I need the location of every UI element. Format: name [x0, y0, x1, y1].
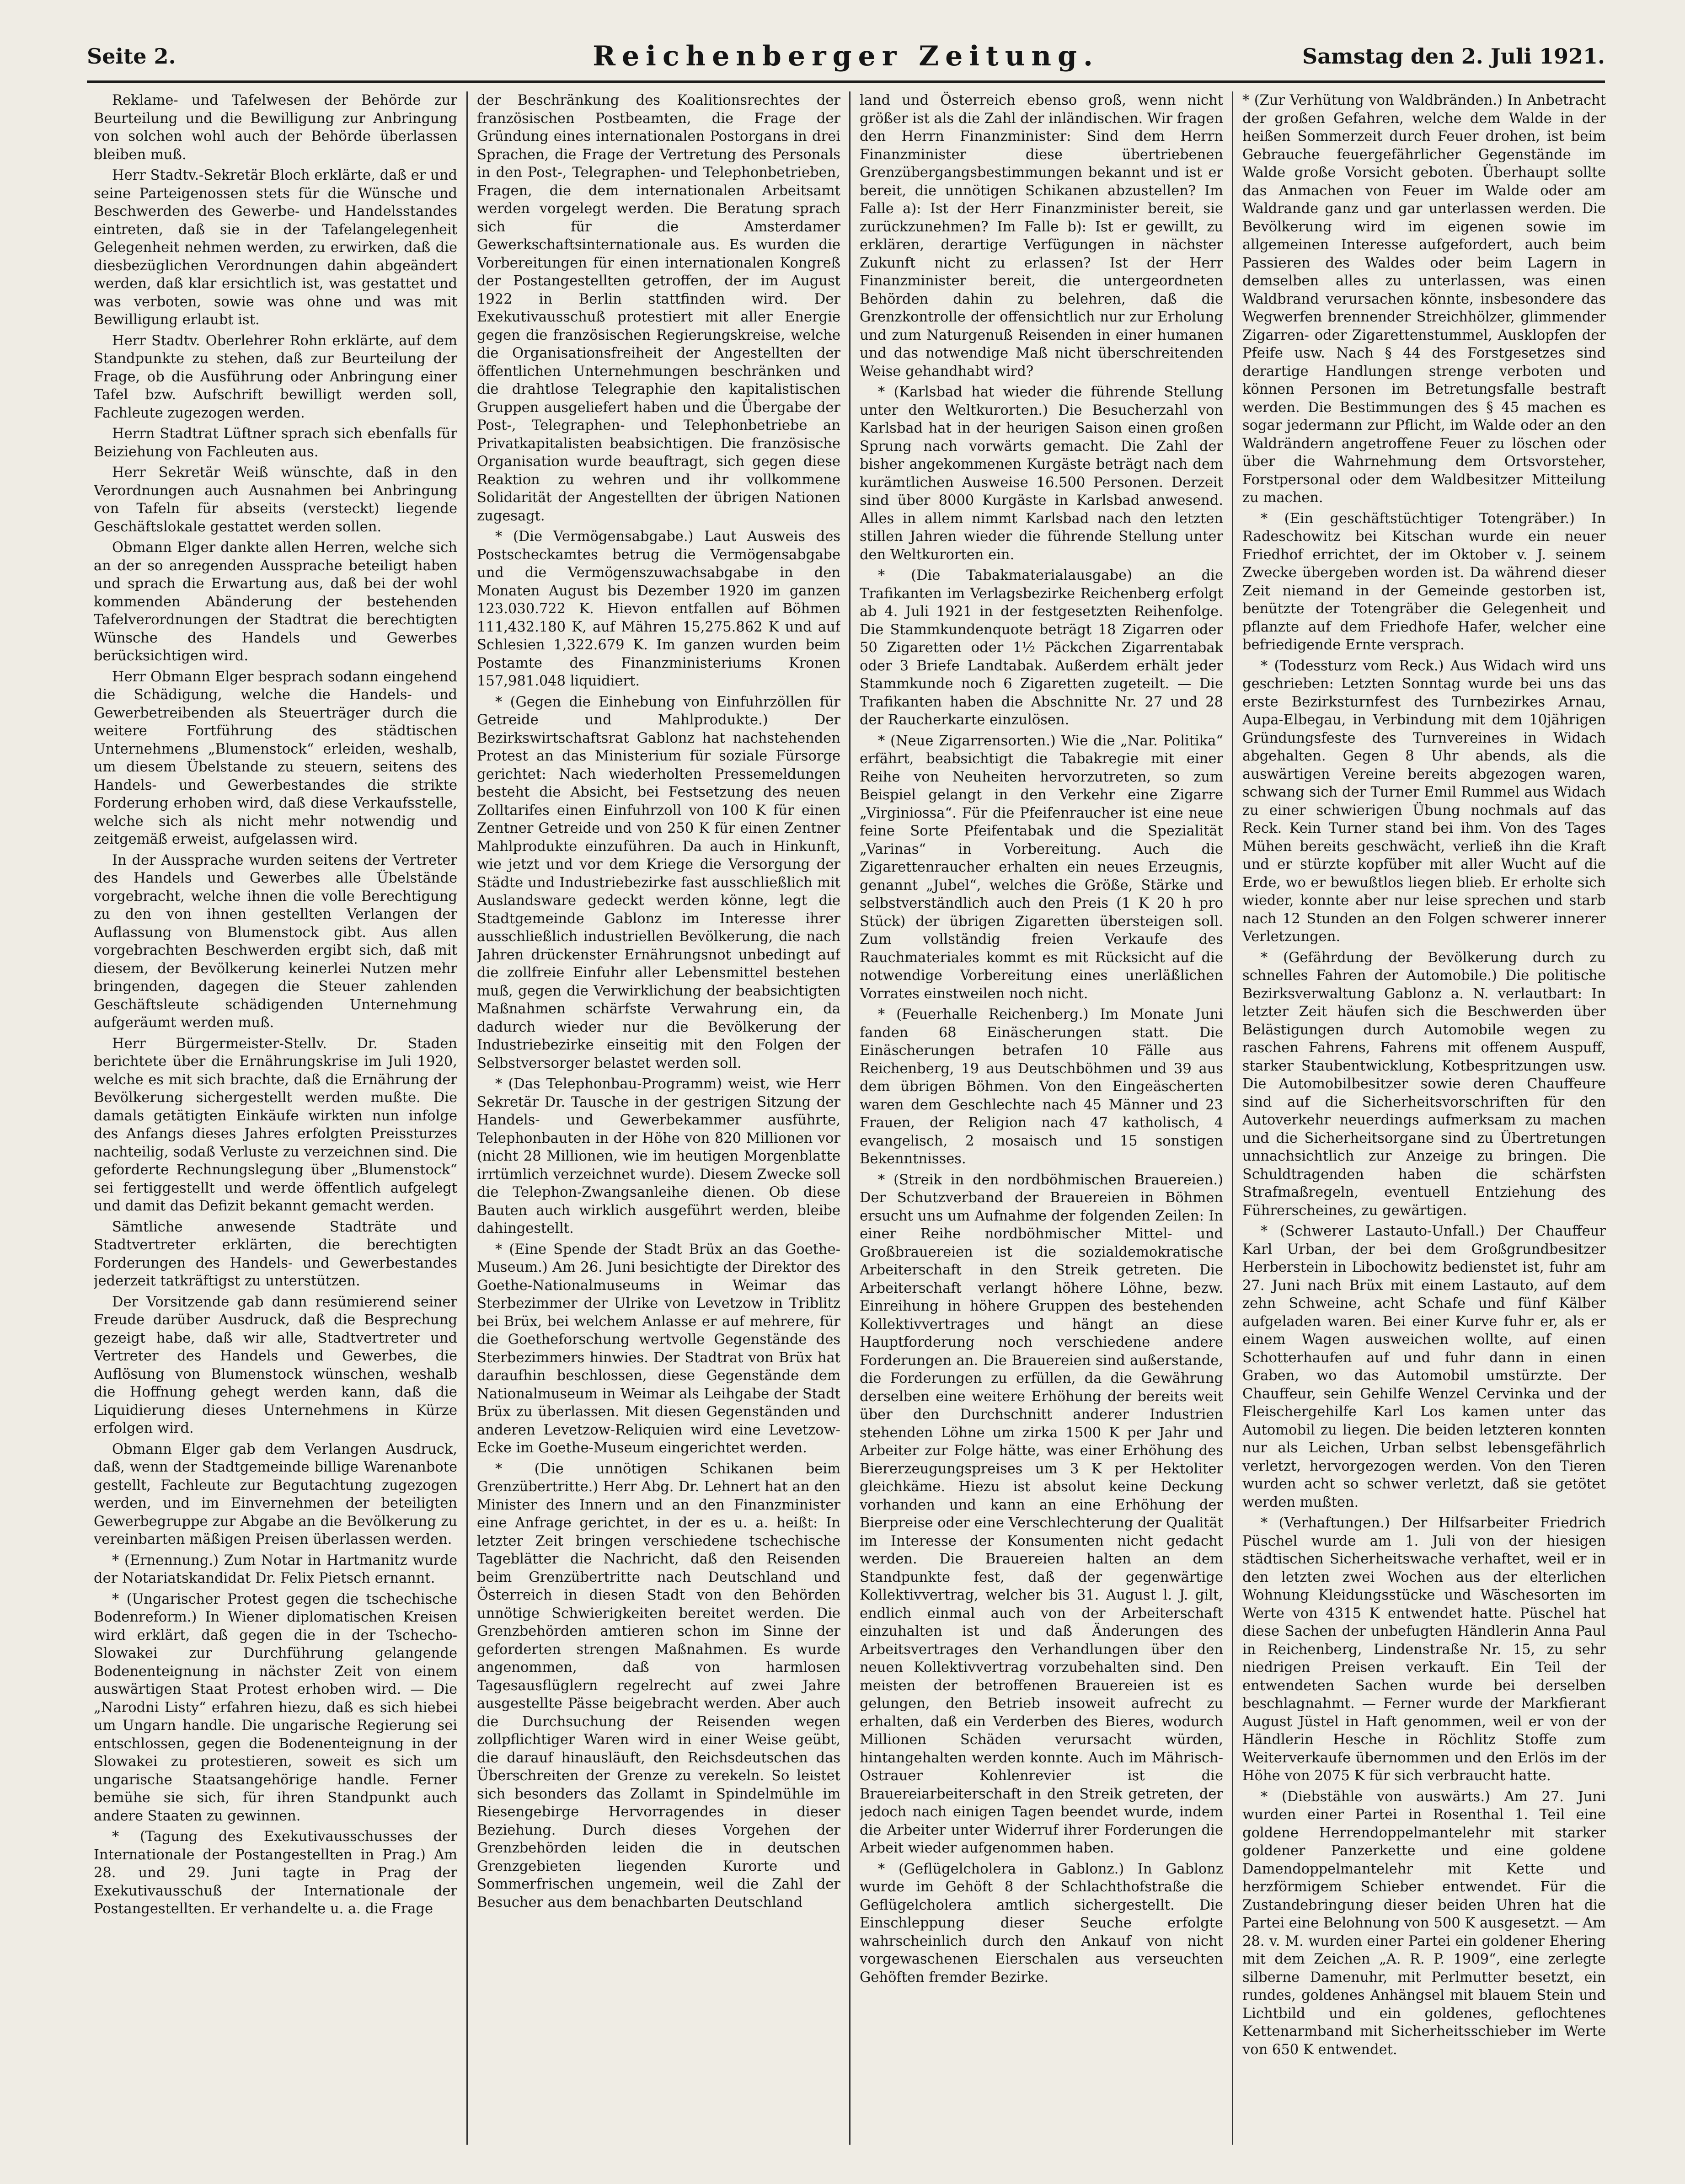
article-paragraph: Herrn Stadtrat Lüftner sprach sich ebenfalls für Beiziehung von Fachleuten aus. — [94, 426, 457, 460]
article-paragraph: * (Die Vermögensabgabe.) Laut Ausweis des Postscheckamtes betrug die Vermögensabgabe und die Vermögenszuwachsabgabe in den Monaten August bis Dezember 1920 im ganzen 123.030.722 K. Hievon entfallen auf Böhmen 111,432.180 K, auf Mähren 15,275.862 K und auf Schlesien 1,322.679 K. Im ganzen wurden beim Postamte des Finanzministeriums Kronen 157,981.048 liquidiert. — [477, 529, 840, 689]
article-paragraph: * (Das Telephonbau-Programm) weist, wie Herr Sekretär Dr. Tausche in der gestrigen Sitzung der Handels- und Gewerbekammer ausführte, Telephonbauten in der Höhe von 820 Millionen vor (nicht 28 Millionen, wie im heutigen Morgenblatte irrtümlich verzeichnet wurde). Diesem Zwecke soll die Telephon-Zwangsanleihe dienen. Ob diese Bauten auch wirklich ausgeführt werden, bleibe dahingestellt. — [477, 1076, 840, 1237]
newspaper-title: Reichenberger Zeitung. — [593, 40, 1099, 72]
article-paragraph: der Beschränkung des Koalitionsrechtes der französischen Postbeamten, die Frage der Gründung eines internationalen Postorgans in drei Sprachen, die Frage der Vertretung des Personals in den Post-, Telegraphen- und Telephonbetrieben, Fragen, die dem internationalen Arbeitsamt werden vorgelegt werden. Die Beratung sprach sich für die Amsterdamer Gewerkschaftsinternationale aus. Es wurden die Vorbereitungen für einen internationalen Kongreß der Postangestellten getroffen, der im August 1922 in Berlin stattfinden wird. Der Exekutivausschuß protestiert mit aller Energie gegen die französischen Regierungskreise, welche die Organisationsfreiheit der Angestellten der öffentlichen Unternehmungen beschränken und die drahtlose Telegraphie den kapitalistischen Gruppen ausgeliefert haben und die Übergabe der Post-, Telegraphen- und Telephonbetriebe an Privatkapitalisten beabsichtigen. Die französische Organisation wurde beauftragt, sich gegen diese Reaktion zu wehren und ihr vollkommene Solidarität der Angestellten der übrigen Nationen zugesagt. — [477, 92, 840, 524]
column-divider — [1232, 91, 1233, 2145]
column-divider — [466, 91, 468, 2145]
column-2 — [477, 91, 840, 2145]
article-paragraph: Reklame- und Tafelwesen der Behörde zur Beurteilung und die Bewilligung zur Anbringung von solchen wohl auch der Behörde überlassen bleiben muß. — [94, 92, 457, 163]
article-paragraph: * (Gefährdung der Bevölkerung durch zu schnelles Fahren der Automobile.) Die politische Bezirksverwaltung Gablonz a. N. verlautbart: In letzter Zeit häufen sich die Beschwerden über Belästigungen durch Automobile wegen zu raschen Fahrens, Fahrens mit offenem Auspuff, starker Staubentwicklung, Kotbespritzungen usw. Die Automobilbesitzer sowie deren Chauffeure sind auf die Sicherheitsvorschriften für den Autoverkehr neuerdings aufmerksam zu machen und die Sicherheitsorgane sind zu Übertretungen unnachsichtlich zur Anzeige zu bringen. Die Schuldtragenden haben die schärfsten Strafmaßregeln, eventuell Entziehung des Führerscheines, zu gewärtigen. — [1242, 949, 1606, 1219]
article-paragraph: * (Geflügelcholera in Gablonz.) In Gablonz wurde im Gehöft 8 der Schlachthofstraße die Geflügelcholera amtlich sichergestellt. Die Einschleppung dieser Seuche erfolgte wahrscheinlich durch den Ankauf von nicht vorgewaschenen Eierschalen aus verseuchten Gehöften fremder Bezirke. — [860, 1861, 1223, 1986]
article-paragraph: * (Ungarischer Protest gegen die tschechische Bodenreform.) In Wiener diplomatischen Kreisen wird erklärt, daß gegen die in der Tschecho-Slowakei zur Durchführung gelangende Bodenenteignung in nächster Zeit von einem auswärtigen Staat Protest erhoben wird. — Die „Narodni Listy“ erfahren hiezu, daß es sich hiebei um Ungarn handle. Die ungarische Regierung sei entschlossen, gegen die Bodenenteignung in der Slowakei zu protestieren, soweit es sich um ungarische Staatsangehörige handle. Ferner bemühe sie sich, für ihren Standpunkt auch andere Staaten zu gewinnen. — [94, 1591, 457, 1824]
article-paragraph: Sämtliche anwesende Stadträte und Stadtvertreter erklärten, die berechtigten Forderungen des Handels- und Gewerbestandes jederzeit tatkräftigst zu unterstützen. — [94, 1219, 457, 1289]
article-paragraph: * (Neue Zigarrensorten.) Wie die „Nar. Politika“ erfährt, beabsichtigt die Tabakregie mit einer Reihe von Neuheiten hervorzutreten, so zum Beispiel gelangt in den Verkehr eine Zigarre „Virginiossa“. Für die Pfeifenraucher ist eine neue feine Sorte Pfeifentabak und die Spezialität „Varinas“ in Vorbereitung. Auch die Zigarettenraucher erhalten ein neues Erzeugnis, genannt „Jubel“, welches die Größe, Stärke und selbstverständlich auch den Preis (1 K 20 h pro Stück) der übrigen Zigaretten übersteigen soll. Zum vollständig freien Verkaufe des Rauchmateriales kommt es mit Rücksicht auf die notwendige Vorbereitung eines unerläßlichen Vorrates einstweilen noch nicht. — [860, 733, 1223, 1002]
article-paragraph: * (Ernennung.) Zum Notar in Hartmanitz wurde der Notariatskandidat Dr. Felix Pietsch ernannt. — [94, 1552, 457, 1586]
article-paragraph: Herr Bürgermeister-Stellv. Dr. Staden berichtete über die Ernährungskrise im Juli 1920, welche es mit sich brachte, daß die Ernährung der Bevölkerung sichergestellt werden mußte. Die damals getätigten Einkäufe wirkten nun infolge des Anfangs dieses Jahres erfolgten Preissturzes nachteilig, sodaß Verluste zu verzeichnen sind. Die geforderte Rechnungslegung über „Blumenstock“ sei fertiggestellt und werde öffentlich aufgelegt und damit das Defizit bekannt gemacht werden. — [94, 1035, 457, 1214]
header-rule — [87, 80, 1605, 83]
article-paragraph: Herr Stadtv.-Sekretär Bloch erklärte, daß er und seine Parteigenossen stets für die Wünsche und Beschwerden des Gewerbe- und Handelsstandes eintreten, daß sie in der Tafelangelegenheit Gelegenheit nehmen werden, zu erwirken, daß die diesbezüglichen Verordnungen dahin abgeändert werden, daß klar ersichtlich ist, was gestattet und was verboten, sowie was ohne und was mit Bewilligung erlaubt ist. — [94, 167, 457, 328]
article-paragraph: In der Aussprache wurden seitens der Vertreter des Handels und Gewerbes alle Übelstände vorgebracht, welche ihnen die volle Berechtigung zu den von ihnen gestellten Verlangen der Auflassung von Blumenstock gibt. Aus allen vorgebrachten Beschwerden ergibt sich, daß mit diesem, der Bevölkerung keinerlei Nutzen mehr bringenden, dagegen die Steuer zahlenden Geschäftsleute schädigenden Unternehmung aufgeräumt werden muß. — [94, 852, 457, 1031]
article-paragraph: * (Schwerer Lastauto-Unfall.) Der Chauffeur Karl Urban, der bei dem Großgrundbesitzer Herberstein in Libochowitz bedienstet ist, fuhr am 27. Juni nach Brüx mit einem Lastauto, auf dem zehn Schweine, acht Schafe und fünf Kälber aufgeladen waren. Bei einer Kurve fuhr er, als er einem Wagen ausweichen wollte, auf einen Schotterhaufen auf und fuhr dann in einen Graben, wo das Automobil umstürzte. Der Chauffeur, sein Gehilfe Wenzel Cervinka und der Fleischergehilfe Karl Los kamen unter das Automobil zu liegen. Die beiden letzteren konnten nur als Leichen, Urban selbst lebensgefährlich verletzt, hervorgezogen werden. Von den Tieren wurden acht so schwer verletzt, daß sie getötet werden mußten. — [1242, 1223, 1606, 1510]
article-paragraph: * (Feuerhalle Reichenberg.) Im Monate Juni fanden 68 Einäscherungen statt. Die Einäscherungen betrafen 10 Fälle aus Reichenberg, 19 aus Deutschböhmen und 39 aus dem übrigen Böhmen. Von den Eingeäscherten waren dem Geschlechte nach 45 Männer und 23 Frauen, der Religion nach 47 katholisch, 4 evangelisch, 2 mosaisch und 15 sonstigen Bekenntnisses. — [860, 1006, 1223, 1167]
column-3 — [860, 91, 1223, 2145]
article-paragraph: * (Verhaftungen.) Der Hilfsarbeiter Friedrich Püschel wurde am 1. Juli von der hiesigen städtischen Sicherheitswache verhaftet, weil er in den letzten zwei Wochen aus der elterlichen Wohnung Kleidungsstücke und Wäschesorten im Werte von 4315 K entwendet hatte. Püschel hat diese Sachen der unbefugten Händlerin Anna Paul in Reichenberg, Lindenstraße Nr. 15, zu sehr niedrigen Preisen verkauft. Ein Teil der entwendeten Sachen wurde bei derselben beschlagnahmt. — Ferner wurde der Markfierant August Jüstel in Haft genommen, weil er von der Händlerin Hesche in Röchlitz Stoffe zum Weiterverkaufe übernommen und den Erlös im der Höhe von 2075 K für sich verbraucht hatte. — [1242, 1515, 1606, 1784]
page-number: Seite 2. — [87, 44, 176, 69]
article-paragraph: * (Die Tabakmaterialausgabe) an die Trafikanten im Verlagsbezirke Reichenberg erfolgt ab 4. Juli 1921 in der festgesetzten Reihenfolge. Die Stammkundenquote beträgt 18 Zigarren oder 50 Zigaretten oder 1½ Päckchen Zigarrentabak oder 3 Briefe Landtabak. Außerdem erhält jeder Stammkunde noch 6 Zigaretten zugeteilt. — Die Trafikanten haben die Abschnitte Nr. 27 und 28 der Raucherkarte einzulösen. — [860, 567, 1223, 728]
article-paragraph: * (Ein geschäftstüchtiger Totengräber.) In Radeschowitz bei Kitschan wurde ein neuer Friedhof errichtet, der im Oktober v. J. seinem Zwecke übergeben worden ist. Da während dieser Zeit niemand in der Gemeinde gestorben ist, benützte der Totengräber die Gelegenheit und pflanzte auf dem Friedhofe Hafer, welcher eine befriedigende Ernte versprach. — [1242, 510, 1606, 653]
column-divider — [849, 91, 851, 2145]
article-paragraph: * (Eine Spende der Stadt Brüx an das Goethe-Museum.) Am 26. Juni besichtigte der Direktor des Goethe-Nationalmuseums in Weimar das Sterbezimmer der Ulrike von Levetzow in Triblitz bei Brüx, bei welchem Anlasse er auf mehrere, für die Goetheforschung wertvolle Gegenstände des Sterbezimmers hinwies. Der Stadtrat von Brüx hat daraufhin beschlossen, diese Gegenstände dem Nationalmuseum in Weimar als Leihgabe der Stadt Brüx zu überlassen. Mit diesen Gegenständen und anderen Levetzow-Reliquien wird eine Levetzow-Ecke im Goethe-Museum eingerichtet werden. — [477, 1241, 840, 1456]
page-header — [87, 40, 1605, 77]
article-paragraph: * (Die unnötigen Schikanen beim Grenzübertritte.) Herr Abg. Dr. Lehnert hat an den Minister des Innern und an den Finanzminister eine Anfrage gerichtet, in der es u. a. heißt: In letzter Zeit bringen verschiedene tschechische Tageblätter die Nachricht, daß den Reisenden beim Grenzübertritte nach Deutschland und Österreich in diesen Stadt von den Behörden unnötige Schwierigkeiten bereitet werden. Die Grenzbehörden amtieren schon im Sinne der geforderten strengen Maßnahmen. Es wurde angenommen, daß von harmlosen Tagesausflüglern regelrecht auf zwei Jahre ausgestellte Pässe beigebracht werden. Aber auch die Durchsuchung der Reisenden wegen zollpflichtiger Waren wird in einer Weise geübt, die darauf hinausläuft, den Reichsdeutschen das Überschreiten der Grenze zu verekeln. So leistet sich besonders das Zollamt in Spindelmühle im Riesengebirge Hervorragendes in dieser Beziehung. Durch dieses Vorgehen der Grenzbehörden leiden die in deutschen Grenzgebieten liegenden Kurorte und Sommerfrischen ungemein, weil die Zahl der Besucher aus dem benachbarten Deutschland — [477, 1461, 840, 1911]
article-paragraph: Herr Sekretär Weiß wünschte, daß in den Verordnungen auch Ausnahmen bei Anbringung von Tafeln für abseits (versteckt) liegende Geschäftslokale gestattet werden sollen. — [94, 465, 457, 535]
article-paragraph: * (Streik in den nordböhmischen Brauereien.) Der Schutzverband der Brauereien in Böhmen ersucht uns um Aufnahme der folgenden Zeilen: In einer Reihe nordböhmischer Mittel- und Großbrauereien ist die sozialdemokratische Arbeiterschaft in den Streik getreten. Die Arbeiterschaft verlangt höhere Löhne, bezw. Einreihung in höhere Gruppen des bestehenden Kollektivvertrages und hängt an diese Hauptforderung noch verschiedene andere Forderungen an. Die Brauereien sind außerstande, die Forderungen zu erfüllen, da die Gewährung derselben eine weitere Erhöhung der bereits weit über den Durchschnitt anderer Industrien stehenden Löhne um zirka 1500 K per Jahr und Arbeiter zur Folge hätte, was einer Erhöhung des Biererzeugungspreises um 3 K per Hektoliter gleichkäme. Hiezu ist absolut keine Deckung vorhanden und kann an eine Erhöhung der Bierpreise oder eine Verschlechterung der Qualität im Interesse der Konsumenten nicht gedacht werden. Die Brauereien halten an dem Standpunkte fest, daß der gegenwärtige Kollektivvertrag, welcher bis 31. August l. J. gilt, endlich einmal auch von der Arbeiterschaft einzuhalten ist und daß Änderungen des Arbeitsvertrages den Verhandlungen über den neuen Kollektivvertrag vorzubehalten sind. Den meisten der betroffenen Brauereien ist es gelungen, den Betrieb insoweit aufrecht zu erhalten, daß ein Verderben des Bieres, wodurch Millionen Schäden verursacht würden, hintangehalten werden konnte. Auch im Mährisch-Ostrauer Kohlenrevier ist die Brauereiarbeiterschaft in den Streik getreten, der jedoch nach einigen Tagen beendet wurde, indem die Arbeiter unter Widerruf ihrer Forderungen die Arbeit wieder aufgenommen haben. — [860, 1172, 1223, 1856]
article-paragraph: Herr Obmann Elger besprach sodann eingehend die Schädigung, welche die Handels- und Gewerbetreibenden als Steuerträger durch die weitere Fortführung des städtischen Unternehmens „Blumenstock“ erleiden, weshalb, um diesem Übelstande zu steuern, seitens des Handels- und Gewerbestandes die strikte Forderung erhoben wird, daß diese Verkaufsstelle, welche sich als nicht mehr notwendig und zeitgemäß erweist, aufgelassen wird. — [94, 669, 457, 847]
article-paragraph: land und Österreich ebenso groß, wenn nicht größer ist als die Zahl der inländischen. Wir fragen den Herrn Finanzminister: Sind dem Herrn Finanzminister diese übertriebenen Grenzübergangsbestimmungen bekannt und ist er bereit, die unnötigen Schikanen abzustellen? Im Falle a): Ist der Herr Finanzminister bereit, sie zurückzunehmen? Im Falle b): Ist er gewillt, zu erklären, derartige Verfügungen in nächster Zukunft nicht zu erlassen? Ist der Herr Finanzminister bereit, die untergeordneten Behörden dahin zu belehren, daß die Grenzkontrolle der offensichtlich nur zur Erholung und zum Naturgenuß Reisenden in einer humanen und das notwendige Maß nicht überschreitenden Weise gehandhabt wird? — [860, 92, 1223, 380]
article-paragraph: Herr Stadtv. Oberlehrer Rohn erklärte, auf dem Standpunkte zu stehen, daß zur Beurteilung der Frage, ob die Ausführung oder Anbringung einer Tafel bzw. Aufschrift bewilligt werden soll, Fachleute zugezogen werden. — [94, 332, 457, 421]
article-paragraph: * (Gegen die Einhebung von Einfuhrzöllen für Getreide und Mahlprodukte.) Der Bezirkswirtschaftsrat Gablonz hat nachstehenden Protest an das Ministerium für soziale Fürsorge gerichtet: Nach wiederholten Pressemeldungen besteht die Absicht, bei Festsetzung des neuen Zolltarifes einen Einfuhrzoll von 100 K für einen Zentner Getreide und von 250 K für einen Zentner Mahlprodukte einzuführen. Da auch in Hinkunft, wie jetzt und vor dem Kriege die Versorgung der Städte und Industriebezirke fast ausschließlich mit Auslandsware gedeckt werden könne, legt die Stadtgemeinde Gablonz im Interesse ihrer ausschließlich industriellen Bevölkerung, die nach Jahren drückenster Ernährungsnot unbedingt auf die zollfreie Einfuhr aller Lebensmittel bestehen muß, gegen die Verwirklichung der beabsichtigten Maßnahmen schärfste Verwahrung ein, da dadurch wieder nur die Bevölkerung der Industriebezirke einseitig mit den Folgen der Selbstversorger belastet werden soll. — [477, 694, 840, 1071]
article-paragraph: * (Karlsbad hat wieder die führende Stellung unter den Weltkurorten.) Die Besucherzahl von Karlsbad hat in der heurigen Saison einen großen Sprung nach vorwärts gemacht. Die Zahl der bisher angekommenen Kurgäste beträgt nach dem kurämtlichen Ausweise 16.500 Personen. Derzeit sind über 8000 Kurgäste in Karlsbad anwesend. Alles in allem nimmt Karlsbad nach den letzten stillen Jahren wieder die führende Stellung unter den Weltkurorten ein. — [860, 384, 1223, 563]
article-paragraph: * (Zur Verhütung von Waldbränden.) In Anbetracht der großen Gefahren, welche dem Walde in der heißen Sommerzeit durch Feuer drohen, ist beim Gebrauche feuergefährlicher Gegenstände im Walde große Vorsicht geboten. Überhaupt sollte das Anmachen von Feuer im Walde oder am Waldrande ganz und gar unterlassen werden. Die Bevölkerung wird im eigenen sowie im allgemeinen Interesse aufgefordert, auch beim Passieren des Waldes oder beim Lagern in demselben alles zu unterlassen, was einen Waldbrand verursachen könnte, insbesondere das Wegwerfen brennender Streichhölzer, glimmender Zigarren- oder Zigarettenstummel, Ausklopfen der Pfeife usw. Nach § 44 des Forstgesetzes sind derartige Handlungen strenge verboten und können Personen im Betretungsfalle bestraft werden. Die Bestimmungen des § 45 machen es sogar jedermann zur Pflicht, im Walde oder an den Waldrändern angetroffene Feuer zu löschen oder über die Wahrnehmung dem Ortsvorsteher, Forstpersonal oder dem Waldbesitzer Mitteilung zu machen. — [1242, 92, 1606, 506]
article-paragraph: Obmann Elger gab dem Verlangen Ausdruck, daß, wenn der Stadtgemeinde billige Warenanbote gestellt, Fachleute zur Begutachtung zugezogen werden, und im Einvernehmen der beteiligten Gewerbegruppe zur Abgabe an die Bevölkerung zu vereinbarten mäßigen Preisen überlassen werden. — [94, 1441, 457, 1547]
article-paragraph: * (Diebstähle von auswärts.) Am 27. Juni wurden einer Partei in Rosenthal 1. Teil eine goldene Herrendoppelmantelehr mit starker goldener Panzerkette und eine goldene Damendoppelmantelehr mit Kette und herzförmigem Schieber entwendet. Für die Zustandebringung dieser beiden Uhren hat die Partei eine Belohnung von 500 K ausgesetzt. — Am 28. v. M. wurden einer Partei ein goldener Ehering mit dem Zeichen „A. R. P. 1909“, eine zerlegte silberne Damenuhr, mit Perlmutter besetzt, ein rundes, goldenes Anhängsel mit blauem Stein und Lichtbild und ein goldenes, geflochtenes Kettenarmband mit Sicherheitsschieber im Werte von 650 K entwendet. — [1242, 1788, 1606, 2058]
article-paragraph: Der Vorsitzende gab dann resümierend seiner Freude darüber Ausdruck, daß die Besprechung gezeigt habe, daß wir alle, Stadtvertreter und Vertreter des Handels und Gewerbes, die Auflösung von Blumenstock wünschen, weshalb die Hoffnung gehegt werden kann, daß die Liquidierung dieses Unternehmens in Kürze erfolgen wird. — [94, 1294, 457, 1436]
column-4 — [1242, 91, 1606, 2145]
issue-date: Samstag den 2. Juli 1921. — [1302, 44, 1605, 69]
column-1 — [94, 91, 457, 2145]
article-paragraph: * (Tagung des Exekutivausschusses der Internationale der Postangestellten in Prag.) Am 28. und 29. Juni tagte in Prag der Exekutivausschuß der Internationale der Postangestellten. Er verhandelte u. a. die Frage — [94, 1829, 457, 1917]
article-paragraph: Obmann Elger dankte allen Herren, welche sich an der so anregenden Aussprache beteiligt haben und sprach die Erwartung aus, daß bei der wohl kommenden Abänderung der bestehenden Tafelverordnungen der Stadtrat die berechtigten Wünsche des Handels und Gewerbes berücksichtigen wird. — [94, 540, 457, 664]
article-paragraph: * (Todessturz vom Reck.) Aus Widach wird uns geschrieben: Letzten Sonntag wurde bei uns das erste Bezirksturnfest des Turnbezirkes Arnau, Aupa-Elbegau, in Verbindung mit dem 10jährigen Gründungsfeste des Turnvereines in Widach abgehalten. Gegen 8 Uhr abends, als die auswärtigen Vereine bereits abgezogen waren, schwang sich der Turner Emil Rummel aus Widach zu einer schwierigen Übung nochmals auf das Reck. Kein Turner stand bei ihm. Von des Tages Mühen bereits geschwächt, verließ ihn die Kraft und er stürzte kopfüber mit aller Wucht auf die Erde, wo er bewußtlos liegen blieb. Er erholte sich wieder, konnte aber nur leise sprechen und starb nach 12 Stunden an den Folgen schwerer innerer Verletzungen. — [1242, 658, 1606, 945]
